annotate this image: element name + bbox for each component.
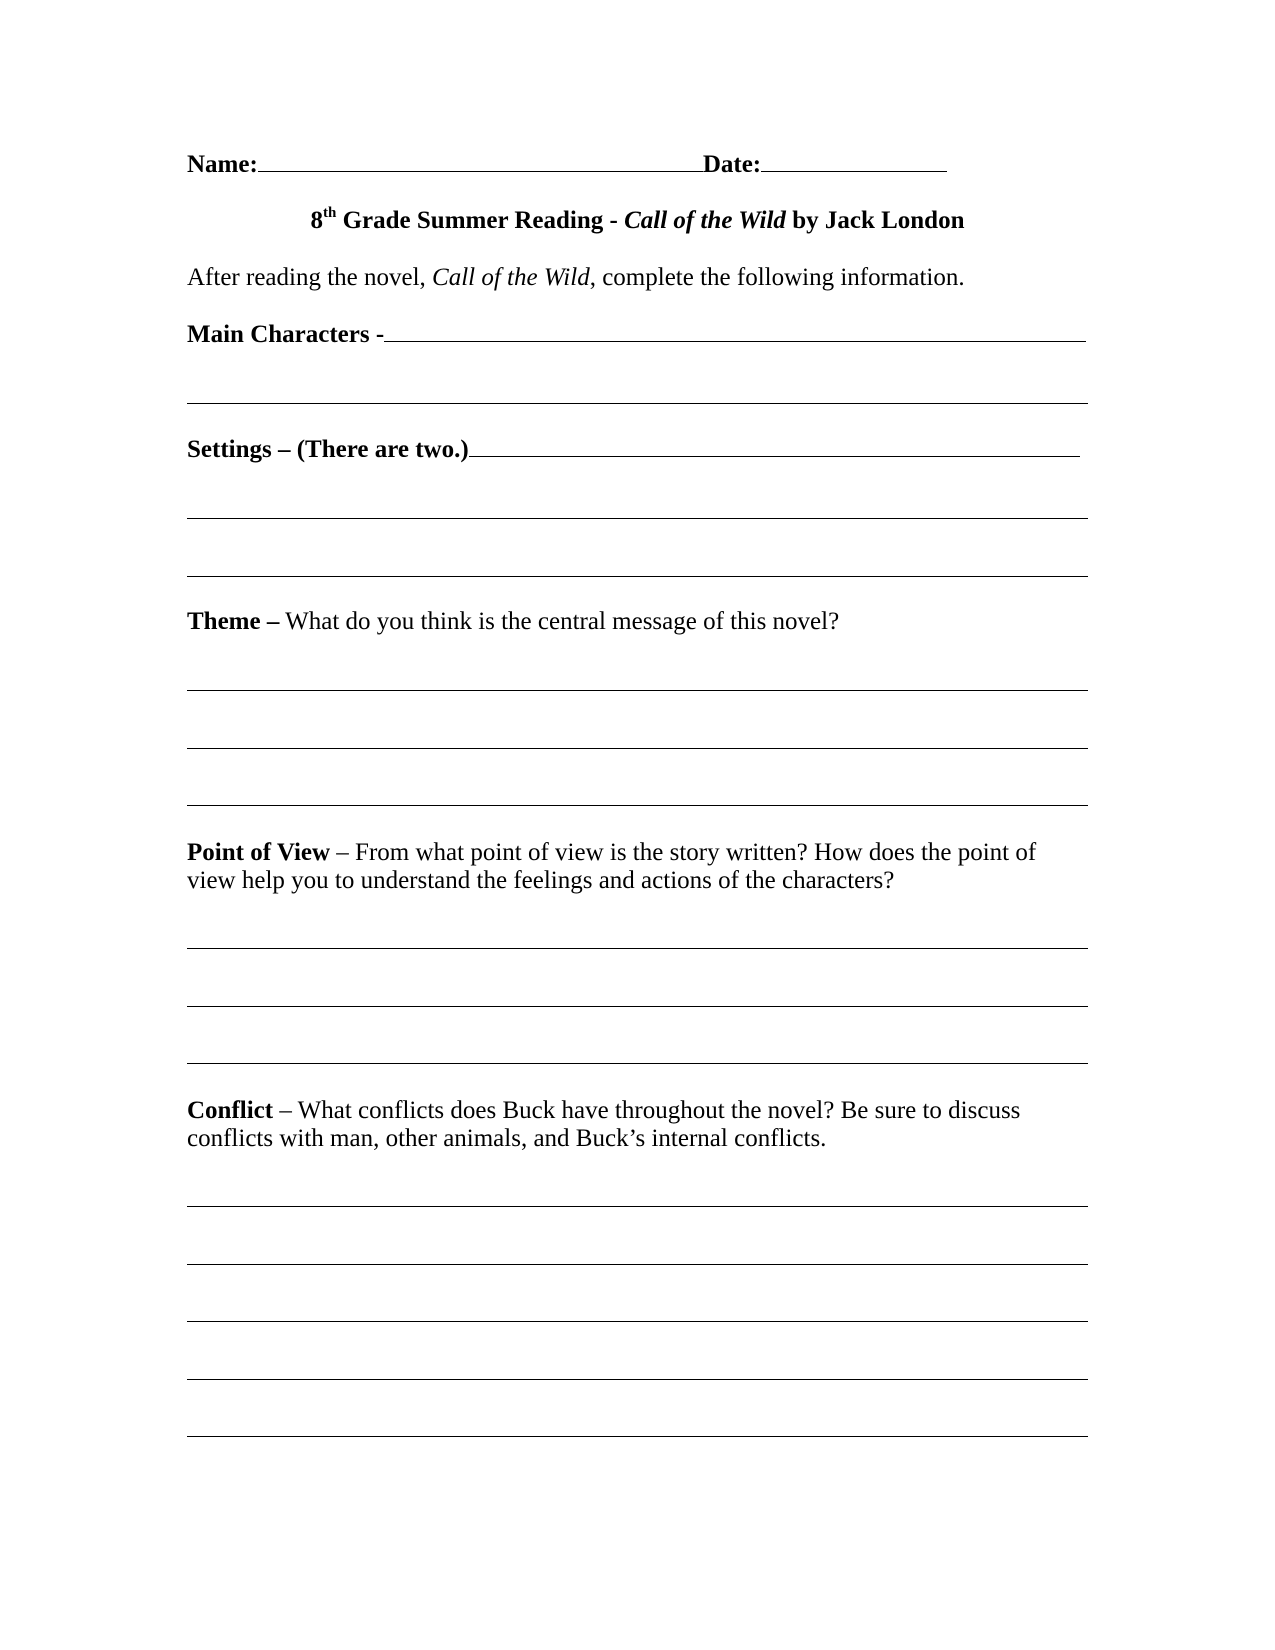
- point-of-view-prompt: [187, 838, 1036, 868]
- conflict-answer-line-4[interactable]: [187, 1379, 1088, 1380]
- theme-answer-line-1[interactable]: [187, 690, 1088, 691]
- main-characters-answer-line-2[interactable]: [187, 403, 1088, 404]
- settings-answer-line-2[interactable]: [187, 518, 1088, 519]
- theme-answer-line-3[interactable]: [187, 805, 1088, 806]
- main-characters-row: [187, 320, 1086, 350]
- conflict-prompt: [187, 1096, 1020, 1126]
- title-author: by Jack London: [785, 207, 965, 234]
- main-characters-field[interactable]: [384, 321, 1086, 342]
- main-characters-label: Main Characters -: [187, 321, 385, 348]
- theme-label: Theme –: [187, 608, 280, 635]
- settings-field[interactable]: [469, 436, 1080, 457]
- conflict-question-2: conflicts with man, other animals, and Buck’s internal conflicts.: [187, 1125, 827, 1152]
- title-grade-suffix: th: [323, 204, 337, 221]
- page-title: [0, 206, 1275, 236]
- conflict-answer-line-5[interactable]: [187, 1436, 1088, 1437]
- point-of-view-label: Point of View: [187, 839, 331, 866]
- settings-label: Settings – (There are two.): [187, 436, 469, 463]
- settings-row: [187, 435, 1080, 465]
- date-label: Date:: [702, 151, 762, 178]
- conflict-label: Conflict: [187, 1097, 274, 1124]
- theme-question: What do you think is the central message of this novel?: [279, 608, 840, 635]
- name-date-row: [187, 150, 947, 180]
- conflict-answer-line-3[interactable]: [187, 1321, 1088, 1322]
- intro-before: After reading the novel,: [187, 264, 433, 291]
- conflict-question-1: – What conflicts does Buck have throughout the novel? Be sure to discuss: [273, 1097, 1021, 1124]
- title-prefix: Grade Summer Reading -: [336, 207, 625, 234]
- intro-after: , complete the following information.: [589, 264, 965, 291]
- intro-text: [187, 263, 965, 293]
- point-of-view-answer-line-2[interactable]: [187, 1006, 1088, 1007]
- settings-answer-line-3[interactable]: [187, 576, 1088, 577]
- title-grade-number: 8: [310, 207, 324, 234]
- name-field[interactable]: [258, 151, 703, 172]
- point-of-view-answer-line-1[interactable]: [187, 948, 1088, 949]
- title-book: Call of the Wild: [624, 207, 786, 234]
- conflict-answer-line-1[interactable]: [187, 1206, 1088, 1207]
- theme-answer-line-2[interactable]: [187, 748, 1088, 749]
- intro-book: Call of the Wild: [432, 264, 590, 291]
- point-of-view-question-1: – From what point of view is the story written? How does the point of: [330, 839, 1037, 866]
- point-of-view-question-2: view help you to understand the feelings and actions of the characters?: [187, 867, 895, 894]
- date-field[interactable]: [761, 151, 947, 172]
- name-label: Name:: [187, 151, 258, 178]
- point-of-view-answer-line-3[interactable]: [187, 1063, 1088, 1064]
- conflict-answer-line-2[interactable]: [187, 1264, 1088, 1265]
- theme-prompt: [187, 607, 839, 637]
